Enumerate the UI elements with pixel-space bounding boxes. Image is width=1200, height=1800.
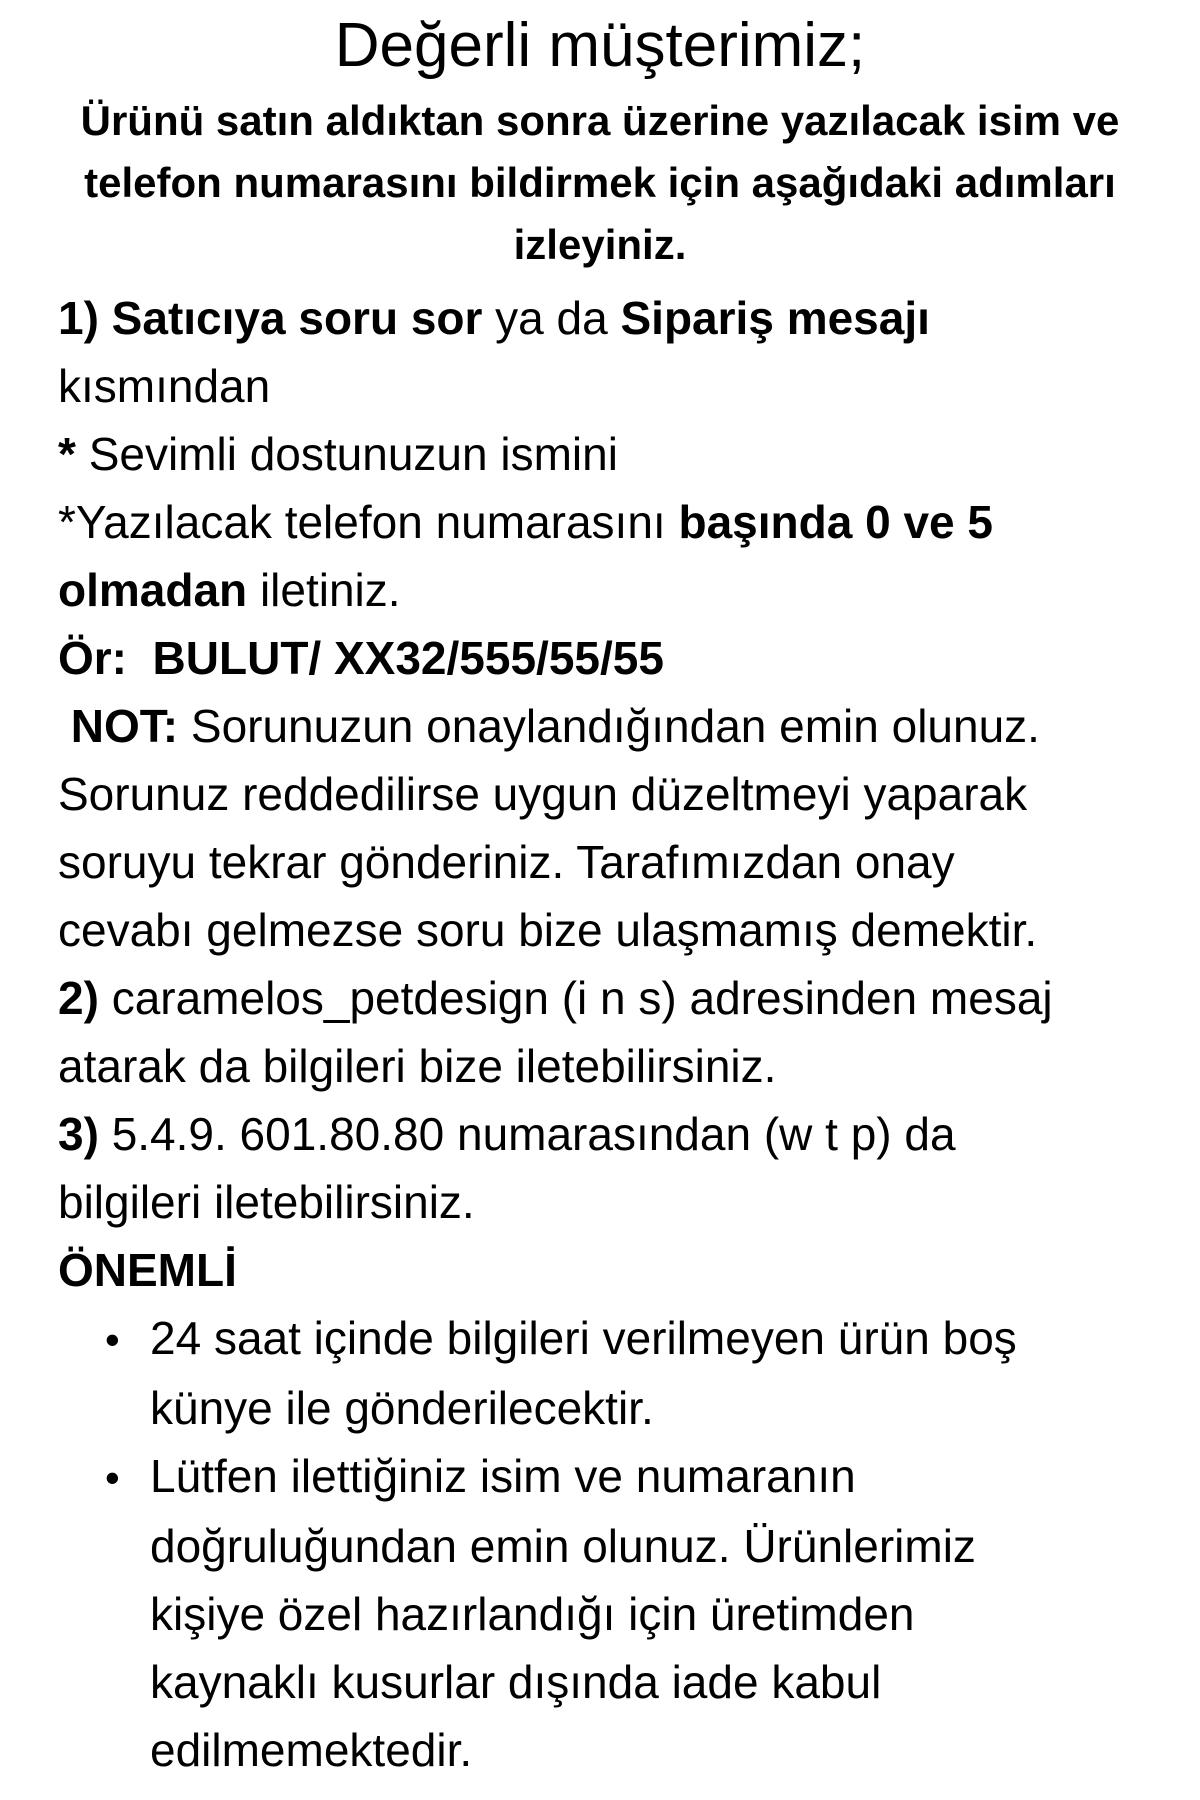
text-segment: Sevimli dostunuzun ismini — [88, 428, 618, 480]
text-segment: Sorunuz reddedilirse uygun düzeltmeyi yaparak — [58, 768, 1028, 820]
text-segment: kısmından — [58, 360, 271, 412]
text-segment: başında 0 ve 5 — [678, 496, 993, 548]
text-line — [0, 1304, 1200, 1374]
text-line — [0, 1442, 1200, 1512]
text-segment: ya da — [482, 292, 621, 344]
text-segment: Lütfen ilettiğiniz isim ve numaranın — [150, 1450, 856, 1502]
text-line — [0, 760, 1200, 828]
intro-line: izleyiniz. — [513, 221, 687, 268]
body-text — [0, 284, 1200, 1784]
text-segment: ÖNEMLİ — [58, 1244, 237, 1296]
text-segment: 24 saat içinde bilgileri verilmeyen ürün boş — [150, 1312, 1017, 1364]
text-segment: künye ile gönderilecektir. — [150, 1382, 654, 1434]
text-line — [0, 1100, 1200, 1168]
text-line — [0, 284, 1200, 352]
text-segment: 1) Satıcıya soru sor — [58, 292, 483, 344]
text-segment: Sipariş mesajı — [620, 292, 930, 344]
intro-paragraph — [0, 90, 1200, 276]
text-line — [0, 624, 1200, 692]
text-segment: caramelos_petdesign (i n s) adresinden mesaj — [111, 972, 1053, 1024]
text-line — [0, 1374, 1200, 1442]
text-line — [0, 1168, 1200, 1236]
text-segment — [58, 700, 71, 752]
text-segment: NOT: — [70, 700, 191, 752]
intro-line: Ürünü satın aldıktan sonra üzerine yazılacak isim ve — [80, 97, 1120, 144]
text-segment: 3) — [58, 1108, 112, 1160]
text-line — [0, 964, 1200, 1032]
text-segment: kişiye özel hazırlandığı için üretimden — [150, 1588, 915, 1640]
bullet-dot-icon: • — [105, 1316, 120, 1363]
text-segment: 5.4.9. 601.80.80 numarasından (w t p) da — [111, 1108, 956, 1160]
text-line — [0, 1716, 1200, 1784]
text-line — [0, 1580, 1200, 1648]
text-line — [0, 1032, 1200, 1100]
text-line — [0, 1512, 1200, 1580]
text-segment: iletiniz. — [259, 564, 401, 616]
text-segment: * — [58, 428, 89, 480]
bullet-dot-icon: • — [105, 1454, 120, 1501]
intro-line: telefon numarasını bildirmek için aşağıdaki adımları — [84, 159, 1116, 206]
text-segment: bilgileri iletebilirsiniz. — [58, 1176, 475, 1228]
text-segment: Ör: BULUT/ XX32/555/55/55 — [58, 632, 664, 684]
text-segment: doğruluğundan emin olunuz. Ürünlerimiz — [150, 1520, 976, 1572]
page-title: Değerli müşterimiz; — [334, 11, 866, 80]
text-line — [0, 1236, 1200, 1304]
text-line — [0, 556, 1200, 624]
text-segment: olmadan — [58, 564, 260, 616]
text-segment: edilmemektedir. — [150, 1724, 473, 1776]
text-line — [0, 692, 1200, 760]
text-segment: *Yazılacak telefon numarasını — [58, 496, 679, 548]
text-segment: atarak da bilgileri bize iletebilirsiniz. — [58, 1040, 777, 1092]
text-segment: kaynaklı kusurlar dışında iade kabul — [150, 1656, 882, 1708]
text-line — [0, 828, 1200, 896]
text-line — [0, 896, 1200, 964]
text-line — [0, 1648, 1200, 1716]
text-line — [0, 420, 1200, 488]
text-segment: 2) — [58, 972, 112, 1024]
text-line — [0, 352, 1200, 420]
text-segment: Sorunuzun onaylandığından emin olunuz. — [190, 700, 1040, 752]
text-segment: cevabı gelmezse soru bize ulaşmamış demektir. — [58, 904, 1038, 956]
text-segment: soruyu tekrar gönderiniz. Tarafımızdan onay — [58, 836, 955, 888]
text-line — [0, 488, 1200, 556]
